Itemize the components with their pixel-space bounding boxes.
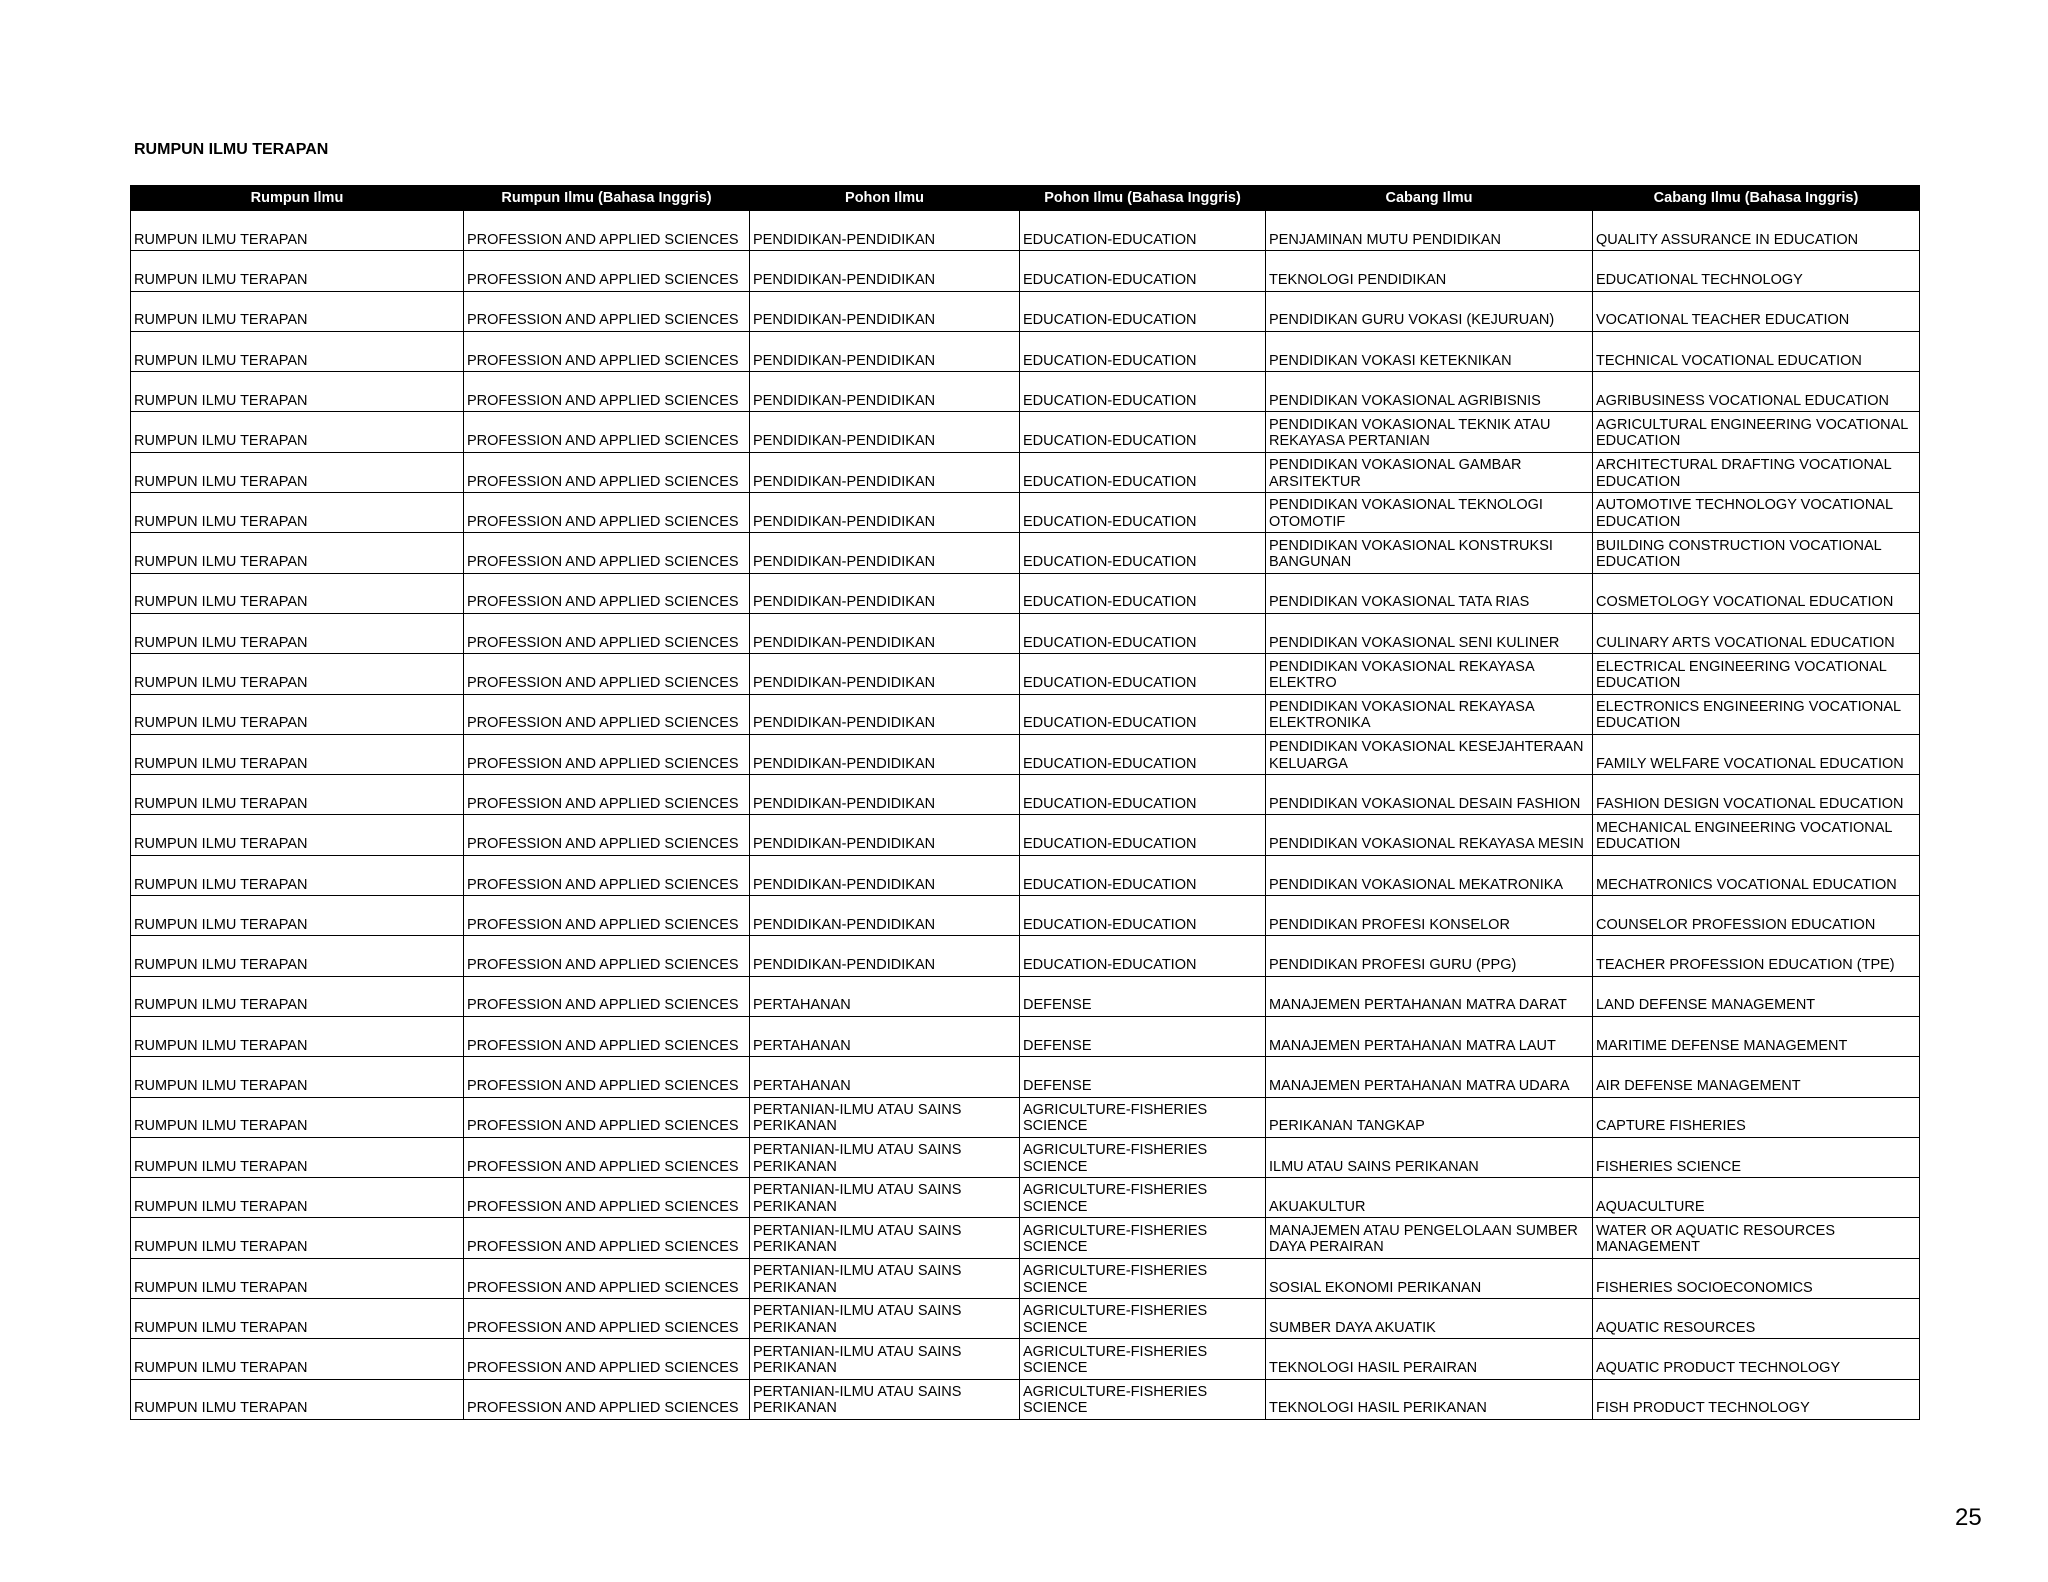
cell-pohon-ilmu: PERTAHANAN: [750, 1016, 1020, 1056]
cell-rumpun-ilmu-inggris: PROFESSION AND APPLIED SCIENCES: [464, 412, 750, 452]
cell-cabang-ilmu: PENDIDIKAN VOKASIONAL TATA RIAS: [1266, 573, 1593, 613]
cell-cabang-ilmu-inggris: ARCHITECTURAL DRAFTING VOCATIONAL EDUCATION: [1593, 452, 1920, 492]
table-row: [131, 251, 1920, 291]
cell-cabang-ilmu: PERIKANAN TANGKAP: [1266, 1097, 1593, 1137]
cell-pohon-ilmu-inggris: DEFENSE: [1020, 1057, 1266, 1097]
cell-pohon-ilmu-inggris: EDUCATION-EDUCATION: [1020, 573, 1266, 613]
cell-cabang-ilmu-inggris: QUALITY ASSURANCE IN EDUCATION: [1593, 211, 1920, 251]
cell-pohon-ilmu: PENDIDIKAN-PENDIDIKAN: [750, 694, 1020, 734]
cell-cabang-ilmu: TEKNOLOGI HASIL PERAIRAN: [1266, 1339, 1593, 1379]
cell-pohon-ilmu-inggris: AGRICULTURE-FISHERIES SCIENCE: [1020, 1299, 1266, 1339]
cell-cabang-ilmu-inggris: COSMETOLOGY VOCATIONAL EDUCATION: [1593, 573, 1920, 613]
cell-pohon-ilmu-inggris: EDUCATION-EDUCATION: [1020, 533, 1266, 573]
cell-cabang-ilmu: PENJAMINAN MUTU PENDIDIKAN: [1266, 211, 1593, 251]
page-number: 25: [1955, 1504, 1982, 1531]
cell-pohon-ilmu: PENDIDIKAN-PENDIDIKAN: [750, 896, 1020, 936]
cell-rumpun-ilmu: RUMPUN ILMU TERAPAN: [131, 1379, 464, 1419]
cell-rumpun-ilmu-inggris: PROFESSION AND APPLIED SCIENCES: [464, 452, 750, 492]
cell-rumpun-ilmu-inggris: PROFESSION AND APPLIED SCIENCES: [464, 1137, 750, 1177]
cell-rumpun-ilmu-inggris: PROFESSION AND APPLIED SCIENCES: [464, 976, 750, 1016]
cell-pohon-ilmu: PENDIDIKAN-PENDIDIKAN: [750, 331, 1020, 371]
table-row: [131, 573, 1920, 613]
cell-rumpun-ilmu-inggris: PROFESSION AND APPLIED SCIENCES: [464, 533, 750, 573]
cell-cabang-ilmu-inggris: TEACHER PROFESSION EDUCATION (TPE): [1593, 936, 1920, 976]
cell-pohon-ilmu: PERTANIAN-ILMU ATAU SAINS PERIKANAN: [750, 1258, 1020, 1298]
cell-cabang-ilmu: PENDIDIKAN VOKASIONAL GAMBAR ARSITEKTUR: [1266, 452, 1593, 492]
table-row: [131, 1339, 1920, 1379]
cell-cabang-ilmu-inggris: AIR DEFENSE MANAGEMENT: [1593, 1057, 1920, 1097]
table-row: [131, 1137, 1920, 1177]
column-header-rumpun-ilmu: Rumpun Ilmu: [131, 186, 464, 211]
cell-cabang-ilmu-inggris: TECHNICAL VOCATIONAL EDUCATION: [1593, 331, 1920, 371]
cell-pohon-ilmu: PERTAHANAN: [750, 1057, 1020, 1097]
cell-cabang-ilmu-inggris: EDUCATIONAL TECHNOLOGY: [1593, 251, 1920, 291]
cell-rumpun-ilmu: RUMPUN ILMU TERAPAN: [131, 976, 464, 1016]
cell-pohon-ilmu-inggris: EDUCATION-EDUCATION: [1020, 251, 1266, 291]
table-row: [131, 734, 1920, 774]
cell-rumpun-ilmu: RUMPUN ILMU TERAPAN: [131, 493, 464, 533]
cell-cabang-ilmu-inggris: AGRIBUSINESS VOCATIONAL EDUCATION: [1593, 372, 1920, 412]
table-row: [131, 452, 1920, 492]
table-row: [131, 1057, 1920, 1097]
cell-rumpun-ilmu-inggris: PROFESSION AND APPLIED SCIENCES: [464, 1218, 750, 1258]
cell-pohon-ilmu: PENDIDIKAN-PENDIDIKAN: [750, 654, 1020, 694]
cell-rumpun-ilmu: RUMPUN ILMU TERAPAN: [131, 251, 464, 291]
cell-cabang-ilmu-inggris: MECHANICAL ENGINEERING VOCATIONAL EDUCATION: [1593, 815, 1920, 855]
table-row: [131, 493, 1920, 533]
cell-rumpun-ilmu-inggris: PROFESSION AND APPLIED SCIENCES: [464, 1097, 750, 1137]
cell-cabang-ilmu: SOSIAL EKONOMI PERIKANAN: [1266, 1258, 1593, 1298]
cell-cabang-ilmu: PENDIDIKAN VOKASIONAL TEKNOLOGI OTOMOTIF: [1266, 493, 1593, 533]
table-row: [131, 613, 1920, 653]
cell-cabang-ilmu: PENDIDIKAN VOKASIONAL KONSTRUKSI BANGUNAN: [1266, 533, 1593, 573]
cell-rumpun-ilmu: RUMPUN ILMU TERAPAN: [131, 1258, 464, 1298]
column-header-rumpun-ilmu-inggris: Rumpun Ilmu (Bahasa Inggris): [464, 186, 750, 211]
cell-cabang-ilmu-inggris: CAPTURE FISHERIES: [1593, 1097, 1920, 1137]
cell-rumpun-ilmu: RUMPUN ILMU TERAPAN: [131, 372, 464, 412]
cell-rumpun-ilmu: RUMPUN ILMU TERAPAN: [131, 331, 464, 371]
cell-rumpun-ilmu-inggris: PROFESSION AND APPLIED SCIENCES: [464, 1299, 750, 1339]
table-row: [131, 331, 1920, 371]
cell-cabang-ilmu: TEKNOLOGI PENDIDIKAN: [1266, 251, 1593, 291]
cell-pohon-ilmu-inggris: EDUCATION-EDUCATION: [1020, 815, 1266, 855]
cell-cabang-ilmu-inggris: AGRICULTURAL ENGINEERING VOCATIONAL EDUCATION: [1593, 412, 1920, 452]
cell-pohon-ilmu: PERTANIAN-ILMU ATAU SAINS PERIKANAN: [750, 1299, 1020, 1339]
cell-rumpun-ilmu: RUMPUN ILMU TERAPAN: [131, 654, 464, 694]
cell-rumpun-ilmu-inggris: PROFESSION AND APPLIED SCIENCES: [464, 855, 750, 895]
table-row: [131, 372, 1920, 412]
cell-pohon-ilmu: PERTANIAN-ILMU ATAU SAINS PERIKANAN: [750, 1097, 1020, 1137]
table-row: [131, 976, 1920, 1016]
cell-rumpun-ilmu-inggris: PROFESSION AND APPLIED SCIENCES: [464, 372, 750, 412]
table-row: [131, 412, 1920, 452]
table-row: [131, 1016, 1920, 1056]
cell-cabang-ilmu-inggris: AQUACULTURE: [1593, 1178, 1920, 1218]
cell-rumpun-ilmu: RUMPUN ILMU TERAPAN: [131, 211, 464, 251]
cell-pohon-ilmu: PERTANIAN-ILMU ATAU SAINS PERIKANAN: [750, 1218, 1020, 1258]
cell-rumpun-ilmu-inggris: PROFESSION AND APPLIED SCIENCES: [464, 613, 750, 653]
cell-rumpun-ilmu-inggris: PROFESSION AND APPLIED SCIENCES: [464, 936, 750, 976]
cell-pohon-ilmu-inggris: DEFENSE: [1020, 1016, 1266, 1056]
cell-rumpun-ilmu: RUMPUN ILMU TERAPAN: [131, 896, 464, 936]
cell-cabang-ilmu-inggris: CULINARY ARTS VOCATIONAL EDUCATION: [1593, 613, 1920, 653]
cell-pohon-ilmu: PENDIDIKAN-PENDIDIKAN: [750, 372, 1020, 412]
cell-cabang-ilmu: SUMBER DAYA AKUATIK: [1266, 1299, 1593, 1339]
cell-cabang-ilmu: TEKNOLOGI HASIL PERIKANAN: [1266, 1379, 1593, 1419]
cell-pohon-ilmu-inggris: EDUCATION-EDUCATION: [1020, 855, 1266, 895]
cell-pohon-ilmu: PENDIDIKAN-PENDIDIKAN: [750, 734, 1020, 774]
cell-rumpun-ilmu-inggris: PROFESSION AND APPLIED SCIENCES: [464, 251, 750, 291]
cell-pohon-ilmu-inggris: EDUCATION-EDUCATION: [1020, 291, 1266, 331]
cell-rumpun-ilmu-inggris: PROFESSION AND APPLIED SCIENCES: [464, 694, 750, 734]
cell-pohon-ilmu: PENDIDIKAN-PENDIDIKAN: [750, 815, 1020, 855]
cell-pohon-ilmu: PENDIDIKAN-PENDIDIKAN: [750, 855, 1020, 895]
cell-pohon-ilmu: PERTANIAN-ILMU ATAU SAINS PERIKANAN: [750, 1339, 1020, 1379]
table-row: [131, 533, 1920, 573]
cell-pohon-ilmu-inggris: AGRICULTURE-FISHERIES SCIENCE: [1020, 1258, 1266, 1298]
cell-rumpun-ilmu: RUMPUN ILMU TERAPAN: [131, 412, 464, 452]
cell-cabang-ilmu-inggris: AQUATIC RESOURCES: [1593, 1299, 1920, 1339]
cell-rumpun-ilmu: RUMPUN ILMU TERAPAN: [131, 1016, 464, 1056]
cell-rumpun-ilmu-inggris: PROFESSION AND APPLIED SCIENCES: [464, 1057, 750, 1097]
cell-cabang-ilmu-inggris: FISH PRODUCT TECHNOLOGY: [1593, 1379, 1920, 1419]
table-row: [131, 896, 1920, 936]
cell-cabang-ilmu-inggris: FAMILY WELFARE VOCATIONAL EDUCATION: [1593, 734, 1920, 774]
cell-pohon-ilmu-inggris: EDUCATION-EDUCATION: [1020, 775, 1266, 815]
cell-rumpun-ilmu-inggris: PROFESSION AND APPLIED SCIENCES: [464, 493, 750, 533]
cell-pohon-ilmu-inggris: EDUCATION-EDUCATION: [1020, 412, 1266, 452]
cell-cabang-ilmu: PENDIDIKAN VOKASIONAL KESEJAHTERAAN KELUARGA: [1266, 734, 1593, 774]
cell-cabang-ilmu-inggris: AUTOMOTIVE TECHNOLOGY VOCATIONAL EDUCATION: [1593, 493, 1920, 533]
cell-cabang-ilmu-inggris: FISHERIES SOCIOECONOMICS: [1593, 1258, 1920, 1298]
cell-pohon-ilmu-inggris: EDUCATION-EDUCATION: [1020, 211, 1266, 251]
cell-cabang-ilmu-inggris: ELECTRICAL ENGINEERING VOCATIONAL EDUCATION: [1593, 654, 1920, 694]
cell-pohon-ilmu-inggris: DEFENSE: [1020, 976, 1266, 1016]
cell-rumpun-ilmu-inggris: PROFESSION AND APPLIED SCIENCES: [464, 291, 750, 331]
table-row: [131, 855, 1920, 895]
cell-rumpun-ilmu-inggris: PROFESSION AND APPLIED SCIENCES: [464, 1016, 750, 1056]
cell-cabang-ilmu-inggris: BUILDING CONSTRUCTION VOCATIONAL EDUCATION: [1593, 533, 1920, 573]
table-row: [131, 815, 1920, 855]
cell-pohon-ilmu-inggris: EDUCATION-EDUCATION: [1020, 896, 1266, 936]
cell-pohon-ilmu: PENDIDIKAN-PENDIDIKAN: [750, 533, 1020, 573]
cell-pohon-ilmu-inggris: EDUCATION-EDUCATION: [1020, 613, 1266, 653]
cell-rumpun-ilmu: RUMPUN ILMU TERAPAN: [131, 1097, 464, 1137]
cell-cabang-ilmu-inggris: AQUATIC PRODUCT TECHNOLOGY: [1593, 1339, 1920, 1379]
cell-pohon-ilmu: PERTANIAN-ILMU ATAU SAINS PERIKANAN: [750, 1178, 1020, 1218]
cell-cabang-ilmu-inggris: WATER OR AQUATIC RESOURCES MANAGEMENT: [1593, 1218, 1920, 1258]
cell-rumpun-ilmu: RUMPUN ILMU TERAPAN: [131, 573, 464, 613]
cell-pohon-ilmu-inggris: AGRICULTURE-FISHERIES SCIENCE: [1020, 1339, 1266, 1379]
cell-rumpun-ilmu-inggris: PROFESSION AND APPLIED SCIENCES: [464, 734, 750, 774]
cell-pohon-ilmu: PERTANIAN-ILMU ATAU SAINS PERIKANAN: [750, 1137, 1020, 1177]
cell-cabang-ilmu: MANAJEMEN PERTAHANAN MATRA LAUT: [1266, 1016, 1593, 1056]
table-row: [131, 291, 1920, 331]
cell-pohon-ilmu-inggris: AGRICULTURE-FISHERIES SCIENCE: [1020, 1178, 1266, 1218]
cell-pohon-ilmu-inggris: EDUCATION-EDUCATION: [1020, 372, 1266, 412]
cell-cabang-ilmu: PENDIDIKAN VOKASIONAL MEKATRONIKA: [1266, 855, 1593, 895]
column-header-pohon-ilmu-inggris: Pohon Ilmu (Bahasa Inggris): [1020, 186, 1266, 211]
cell-pohon-ilmu: PENDIDIKAN-PENDIDIKAN: [750, 775, 1020, 815]
cell-rumpun-ilmu-inggris: PROFESSION AND APPLIED SCIENCES: [464, 211, 750, 251]
cell-cabang-ilmu: PENDIDIKAN VOKASIONAL TEKNIK ATAU REKAYASA PERTANIAN: [1266, 412, 1593, 452]
cell-pohon-ilmu-inggris: AGRICULTURE-FISHERIES SCIENCE: [1020, 1137, 1266, 1177]
cell-cabang-ilmu: PENDIDIKAN VOKASIONAL REKAYASA MESIN: [1266, 815, 1593, 855]
table-row: [131, 1178, 1920, 1218]
cell-pohon-ilmu: PERTANIAN-ILMU ATAU SAINS PERIKANAN: [750, 1379, 1020, 1419]
cell-pohon-ilmu: PENDIDIKAN-PENDIDIKAN: [750, 291, 1020, 331]
cell-rumpun-ilmu-inggris: PROFESSION AND APPLIED SCIENCES: [464, 1379, 750, 1419]
cell-pohon-ilmu-inggris: EDUCATION-EDUCATION: [1020, 936, 1266, 976]
table-row: [131, 654, 1920, 694]
cell-cabang-ilmu: PENDIDIKAN VOKASIONAL AGRIBISNIS: [1266, 372, 1593, 412]
cell-cabang-ilmu: MANAJEMEN ATAU PENGELOLAAN SUMBER DAYA PERAIRAN: [1266, 1218, 1593, 1258]
cell-rumpun-ilmu: RUMPUN ILMU TERAPAN: [131, 613, 464, 653]
cell-pohon-ilmu-inggris: EDUCATION-EDUCATION: [1020, 331, 1266, 371]
cell-cabang-ilmu-inggris: COUNSELOR PROFESSION EDUCATION: [1593, 896, 1920, 936]
cell-pohon-ilmu: PENDIDIKAN-PENDIDIKAN: [750, 452, 1020, 492]
cell-cabang-ilmu-inggris: ELECTRONICS ENGINEERING VOCATIONAL EDUCATION: [1593, 694, 1920, 734]
table-row: [131, 211, 1920, 251]
cell-cabang-ilmu-inggris: MARITIME DEFENSE MANAGEMENT: [1593, 1016, 1920, 1056]
cell-rumpun-ilmu-inggris: PROFESSION AND APPLIED SCIENCES: [464, 1178, 750, 1218]
cell-cabang-ilmu-inggris: MECHATRONICS VOCATIONAL EDUCATION: [1593, 855, 1920, 895]
table-body: [131, 211, 1920, 1420]
cell-pohon-ilmu: PENDIDIKAN-PENDIDIKAN: [750, 211, 1020, 251]
cell-rumpun-ilmu: RUMPUN ILMU TERAPAN: [131, 1178, 464, 1218]
cell-cabang-ilmu: AKUAKULTUR: [1266, 1178, 1593, 1218]
cell-rumpun-ilmu: RUMPUN ILMU TERAPAN: [131, 452, 464, 492]
cell-pohon-ilmu: PERTAHANAN: [750, 976, 1020, 1016]
cell-rumpun-ilmu-inggris: PROFESSION AND APPLIED SCIENCES: [464, 775, 750, 815]
cell-rumpun-ilmu-inggris: PROFESSION AND APPLIED SCIENCES: [464, 1258, 750, 1298]
cell-rumpun-ilmu-inggris: PROFESSION AND APPLIED SCIENCES: [464, 573, 750, 613]
cell-rumpun-ilmu-inggris: PROFESSION AND APPLIED SCIENCES: [464, 1339, 750, 1379]
cell-rumpun-ilmu: RUMPUN ILMU TERAPAN: [131, 815, 464, 855]
cell-pohon-ilmu-inggris: EDUCATION-EDUCATION: [1020, 654, 1266, 694]
cell-pohon-ilmu: PENDIDIKAN-PENDIDIKAN: [750, 613, 1020, 653]
cell-pohon-ilmu-inggris: AGRICULTURE-FISHERIES SCIENCE: [1020, 1379, 1266, 1419]
cell-rumpun-ilmu-inggris: PROFESSION AND APPLIED SCIENCES: [464, 896, 750, 936]
cell-rumpun-ilmu: RUMPUN ILMU TERAPAN: [131, 1057, 464, 1097]
column-header-cabang-ilmu-inggris: Cabang Ilmu (Bahasa Inggris): [1593, 186, 1920, 211]
cell-pohon-ilmu-inggris: AGRICULTURE-FISHERIES SCIENCE: [1020, 1097, 1266, 1137]
cell-pohon-ilmu: PENDIDIKAN-PENDIDIKAN: [750, 493, 1020, 533]
table-row: [131, 775, 1920, 815]
cell-pohon-ilmu-inggris: EDUCATION-EDUCATION: [1020, 452, 1266, 492]
cell-rumpun-ilmu-inggris: PROFESSION AND APPLIED SCIENCES: [464, 815, 750, 855]
cell-rumpun-ilmu: RUMPUN ILMU TERAPAN: [131, 775, 464, 815]
cell-cabang-ilmu: MANAJEMEN PERTAHANAN MATRA UDARA: [1266, 1057, 1593, 1097]
table-row: [131, 1299, 1920, 1339]
cell-cabang-ilmu: PENDIDIKAN GURU VOKASI (KEJURUAN): [1266, 291, 1593, 331]
table-header-row: [131, 186, 1920, 211]
cell-rumpun-ilmu: RUMPUN ILMU TERAPAN: [131, 1299, 464, 1339]
cell-cabang-ilmu-inggris: FISHERIES SCIENCE: [1593, 1137, 1920, 1177]
cell-cabang-ilmu: PENDIDIKAN PROFESI KONSELOR: [1266, 896, 1593, 936]
cell-rumpun-ilmu: RUMPUN ILMU TERAPAN: [131, 734, 464, 774]
table-row: [131, 1218, 1920, 1258]
cell-cabang-ilmu: PENDIDIKAN VOKASI KETEKNIKAN: [1266, 331, 1593, 371]
cell-cabang-ilmu: PENDIDIKAN PROFESI GURU (PPG): [1266, 936, 1593, 976]
cell-rumpun-ilmu-inggris: PROFESSION AND APPLIED SCIENCES: [464, 654, 750, 694]
cell-pohon-ilmu: PENDIDIKAN-PENDIDIKAN: [750, 936, 1020, 976]
cell-cabang-ilmu-inggris: VOCATIONAL TEACHER EDUCATION: [1593, 291, 1920, 331]
cell-cabang-ilmu: MANAJEMEN PERTAHANAN MATRA DARAT: [1266, 976, 1593, 1016]
cell-cabang-ilmu: PENDIDIKAN VOKASIONAL SENI KULINER: [1266, 613, 1593, 653]
cell-cabang-ilmu: PENDIDIKAN VOKASIONAL REKAYASA ELEKTRO: [1266, 654, 1593, 694]
cell-pohon-ilmu-inggris: EDUCATION-EDUCATION: [1020, 493, 1266, 533]
cell-pohon-ilmu-inggris: EDUCATION-EDUCATION: [1020, 734, 1266, 774]
table-row: [131, 1097, 1920, 1137]
cell-rumpun-ilmu-inggris: PROFESSION AND APPLIED SCIENCES: [464, 331, 750, 371]
cell-cabang-ilmu: PENDIDIKAN VOKASIONAL DESAIN FASHION: [1266, 775, 1593, 815]
classification-table: [130, 185, 1920, 1420]
cell-pohon-ilmu: PENDIDIKAN-PENDIDIKAN: [750, 573, 1020, 613]
column-header-pohon-ilmu: Pohon Ilmu: [750, 186, 1020, 211]
page-title: RUMPUN ILMU TERAPAN: [134, 141, 329, 158]
cell-cabang-ilmu: ILMU ATAU SAINS PERIKANAN: [1266, 1137, 1593, 1177]
cell-rumpun-ilmu: RUMPUN ILMU TERAPAN: [131, 1339, 464, 1379]
cell-pohon-ilmu: PENDIDIKAN-PENDIDIKAN: [750, 412, 1020, 452]
cell-pohon-ilmu: PENDIDIKAN-PENDIDIKAN: [750, 251, 1020, 291]
cell-cabang-ilmu-inggris: LAND DEFENSE MANAGEMENT: [1593, 976, 1920, 1016]
cell-rumpun-ilmu: RUMPUN ILMU TERAPAN: [131, 1137, 464, 1177]
table-row: [131, 936, 1920, 976]
cell-rumpun-ilmu: RUMPUN ILMU TERAPAN: [131, 855, 464, 895]
cell-rumpun-ilmu: RUMPUN ILMU TERAPAN: [131, 1218, 464, 1258]
cell-pohon-ilmu-inggris: AGRICULTURE-FISHERIES SCIENCE: [1020, 1218, 1266, 1258]
cell-rumpun-ilmu: RUMPUN ILMU TERAPAN: [131, 936, 464, 976]
cell-rumpun-ilmu: RUMPUN ILMU TERAPAN: [131, 291, 464, 331]
table-row: [131, 1379, 1920, 1419]
cell-rumpun-ilmu: RUMPUN ILMU TERAPAN: [131, 533, 464, 573]
table-row: [131, 694, 1920, 734]
table-row: [131, 1258, 1920, 1298]
cell-cabang-ilmu: PENDIDIKAN VOKASIONAL REKAYASA ELEKTRONIKA: [1266, 694, 1593, 734]
cell-rumpun-ilmu: RUMPUN ILMU TERAPAN: [131, 694, 464, 734]
column-header-cabang-ilmu: Cabang Ilmu: [1266, 186, 1593, 211]
cell-pohon-ilmu-inggris: EDUCATION-EDUCATION: [1020, 694, 1266, 734]
cell-cabang-ilmu-inggris: FASHION DESIGN VOCATIONAL EDUCATION: [1593, 775, 1920, 815]
